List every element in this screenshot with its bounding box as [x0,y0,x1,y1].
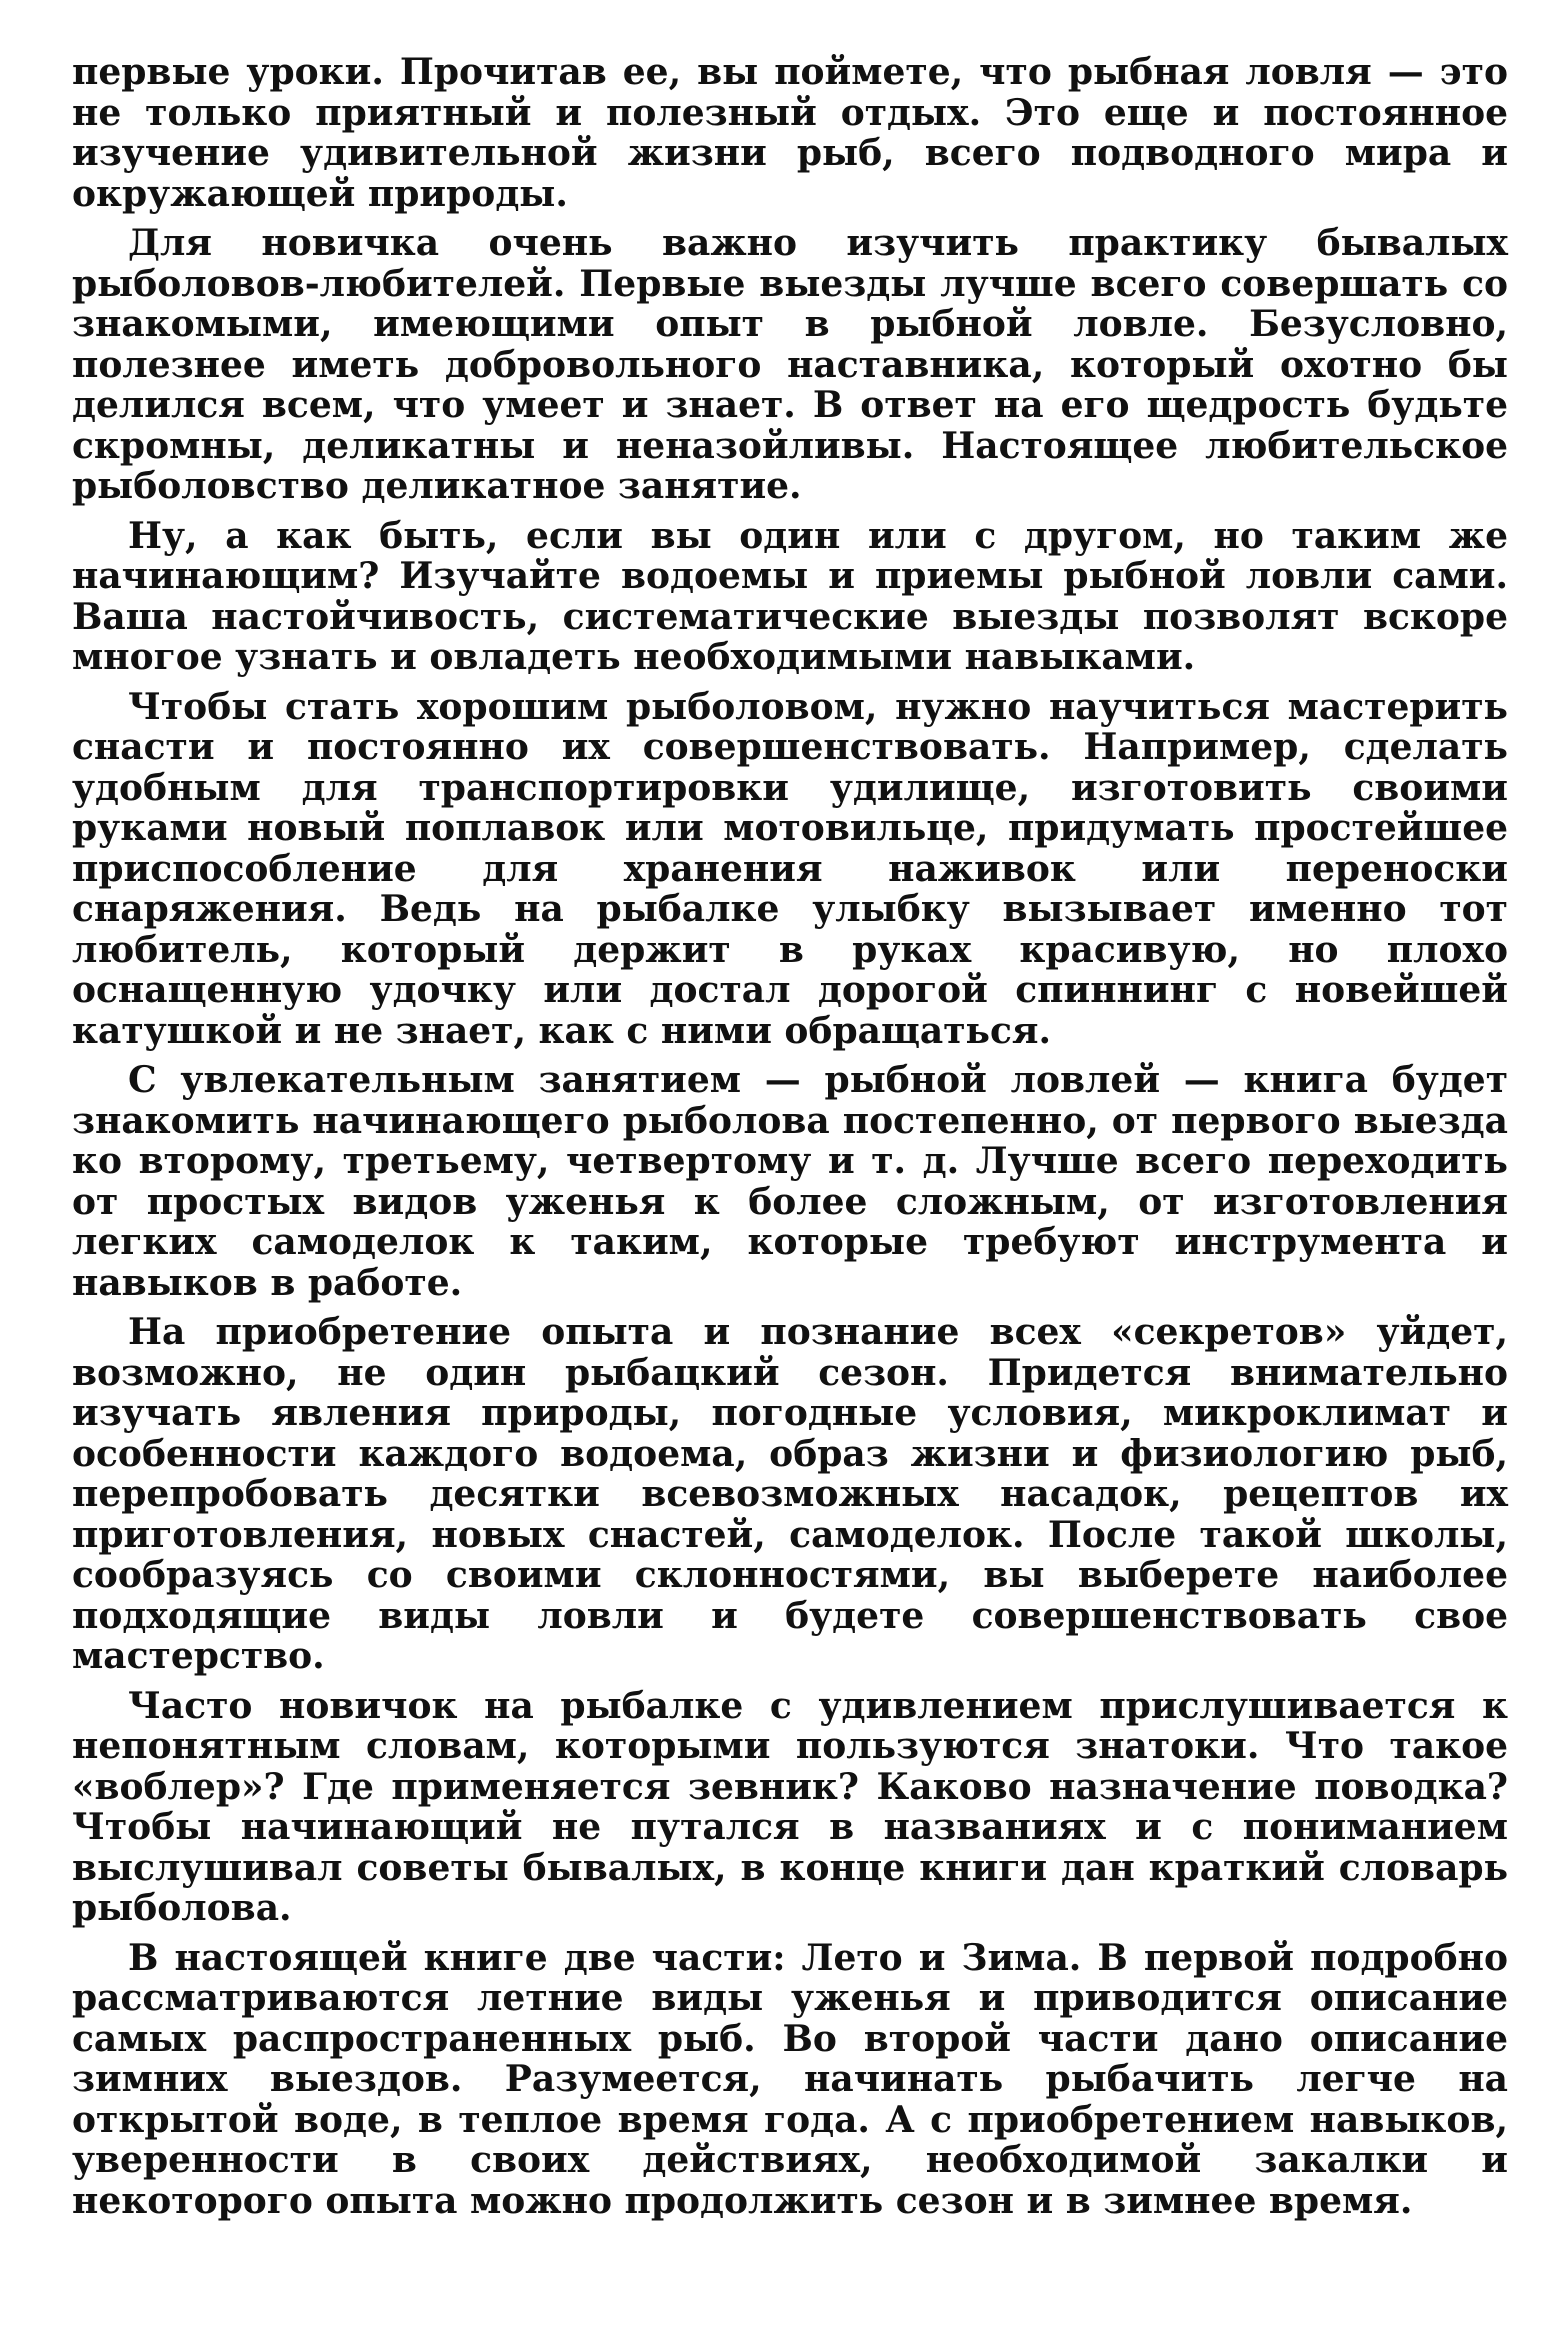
paragraph-tackle-making: Чтобы стать хорошим рыболовом, нужно научиться мастерить снасти и постоянно их совершенствовать. Например, сделать удобным для транспортировки удилище, изготовить своими руками новый поплавок или мотовильце, придумать простейшее приспособление для хранения наживок или переноски снаряжения. Ведь на рыбалке улыбку вызывает именно тот любитель, который держит в руках красивую, но плохо оснащенную удочку или достал дорогой спиннинг с новейшей катушкой и не знает, как с ними обращаться. [72,685,1508,1052]
paragraph-continuation: первые уроки. Прочитав ее, вы поймете, что рыбная ловля — это не только приятный и полезный отдых. Это еще и постоянное изучение удивительной жизни рыб, всего подводного мира и окружающей природы. [72,51,1508,215]
paragraph-experience: На приобретение опыта и познание всех «секретов» уйдет, возможно, не один рыбацкий сезон. Придется внимательно изучать явления природы, погодные условия, микроклимат и особенности каждого водоема, образ жизни и физиологию рыб, перепробовать десятки всевозможных насадок, рецептов их приготовления, новых снастей, самоделок. После такой школы, сообразуясь со своими склонностями, вы выберете наиболее подходящие виды ловли и будете совершенствовать свое мастерство. [72,1311,1508,1677]
paragraph-dictionary: Часто новичок на рыбалке с удивлением прислушивается к непонятным словам, которыми пользуются знатоки. Что такое «воблер»? Где применяется зевник? Каково назначение поводка? Чтобы начинающий не путался в названиях и с пониманием выслушивал советы бывалых, в конце книги дан краткий словарь рыболова. [72,1684,1508,1929]
paragraph-novice-practice: Для новичка очень важно изучить практику бывалых рыболовов-любителей. Первые выезды лучше всего совершать со знакомыми, имеющими опыт в рыбной ловле. Безусловно, полезнее иметь добровольного наставника, который охотно бы делился всем, что умеет и знает. В ответ на его щедрость будьте скромны, деликатны и неназойливы. Настоящее любительское рыболовство деликатное занятие. [72,222,1508,507]
paragraph-book-progression: С увлекательным занятием — рыбной ловлей — книга будет знакомить начинающего рыболова постепенно, от первого выезда ко второму, третьему, четвертому и т. д. Лучше всего переходить от простых видов уженья к более сложным, от изготовления легких самоделок к таким, которые требуют инструмента и навыков в работе. [72,1059,1508,1304]
body-text [72,52,1508,2230]
paragraph-book-parts: В настоящей книге две части: Лето и Зима. В первой подробно рассматриваются летние виды уженья и приводится описание самых распространенных рыб. Во второй части дано описание зимних выездов. Разумеется, начинать рыбачить легче на открытой воде, в теплое время года. А с приобретением навыков, уверенности в своих действиях, необходимой закалки и некоторого опыта можно продолжить сезон и в зимнее время. [72,1936,1508,2222]
paragraph-alone-or-friend: Ну, а как быть, если вы один или с другом, но таким же начинающим? Изучайте водоемы и приемы рыбной ловли сами. Ваша настойчивость, систематические выезды позволят вскоре многое узнать и овладеть необходимыми навыками. [72,514,1508,678]
